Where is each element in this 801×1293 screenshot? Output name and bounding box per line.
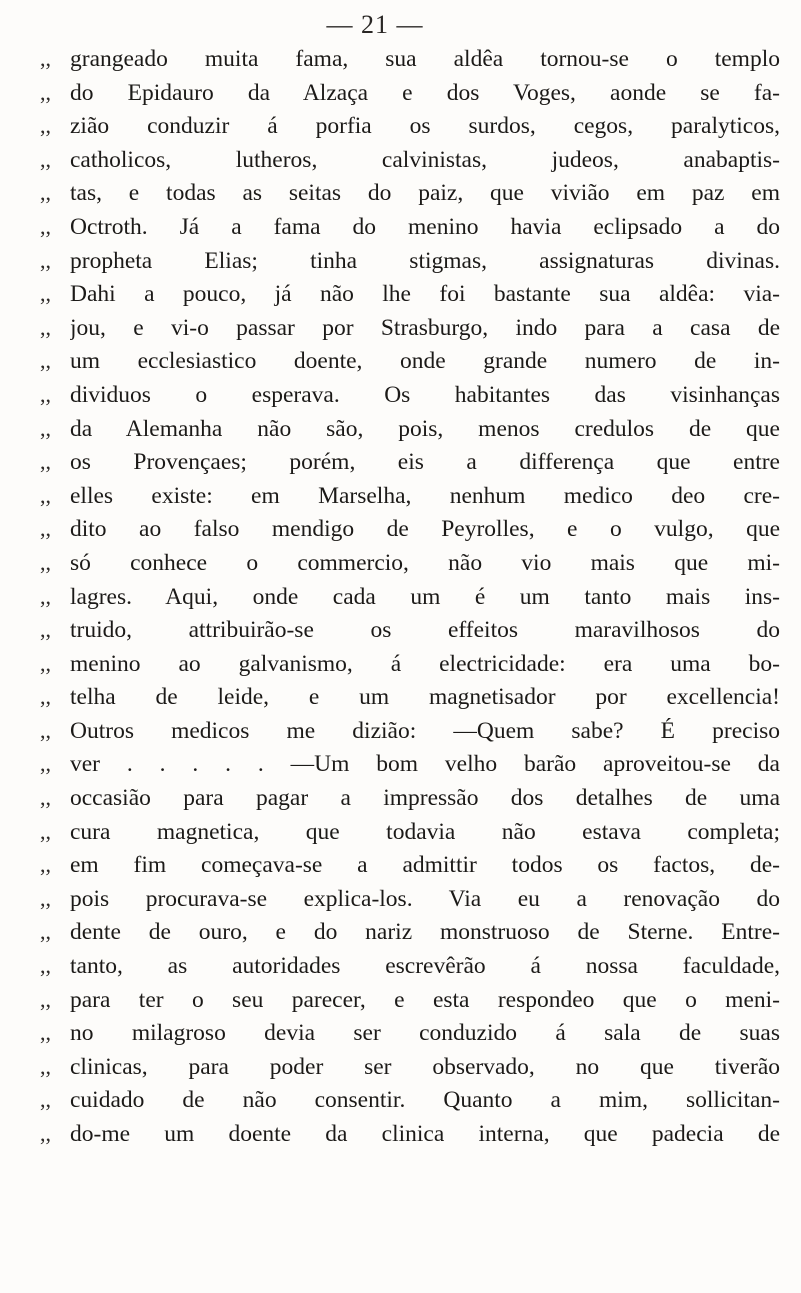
line-text: no milagroso devia ser conduzido á sala de suas (70, 1020, 780, 1047)
text-line (40, 714, 780, 748)
line-text: occasião para pagar a impressão dos detalhes de uma (70, 785, 780, 812)
quotation-mark: ,, (40, 953, 51, 979)
quotation-mark: ,, (40, 381, 51, 407)
line-text: cura magnetica, que todavia não estava completa; (70, 818, 780, 845)
line-text: pois procurava-se explica-los. Via eu a renovação do (70, 885, 780, 912)
text-line (40, 983, 780, 1017)
text-line (40, 949, 780, 983)
quotation-mark: ,, (40, 516, 51, 542)
text-line (40, 546, 780, 580)
line-text: ver . . . . . —Um bom velho barão aproveitou-se da (70, 751, 780, 778)
text-line (40, 747, 780, 781)
quotation-mark: ,, (40, 1121, 51, 1146)
line-text: só conhece o commercio, não vio mais que mi- (70, 549, 780, 576)
quotation-mark: ,, (40, 314, 51, 340)
quotation-mark: ,, (40, 986, 51, 1012)
text-line (40, 143, 780, 177)
line-text: da Alemanha não são, pois, menos credulos de que (70, 415, 780, 442)
line-text: tas, e todas as seitas do paiz, que vivião em paz em (70, 180, 780, 207)
text-line (40, 680, 780, 714)
line-text: elles existe: em Marselha, nenhum medico deo cre- (70, 482, 780, 509)
quotation-mark: ,, (40, 113, 51, 139)
body-text (40, 42, 780, 1151)
text-line (40, 613, 780, 647)
text-line (40, 210, 780, 244)
line-text: dito ao falso mendigo de Peyrolles, e o vulgo, que (70, 516, 780, 543)
quotation-mark: ,, (40, 449, 51, 475)
line-text: tanto, as autoridades escrevêrão á nossa faculdade, (70, 953, 780, 980)
text-line (40, 1050, 780, 1084)
line-text: do Epidauro da Alzaça e dos Voges, aonde se fa- (70, 79, 780, 106)
line-text: para ter o seu parecer, e esta respondeo que o meni- (70, 986, 780, 1013)
quotation-mark: ,, (40, 617, 51, 643)
line-text: truido, attribuirão-se os effeitos maravilhosos do (70, 617, 780, 644)
line-text: zião conduzir á porfia os surdos, cegos, paralyticos, (70, 113, 780, 140)
quotation-mark: ,, (40, 348, 51, 374)
text-line (40, 781, 780, 815)
quotation-mark: ,, (40, 79, 51, 105)
quotation-mark: ,, (40, 650, 51, 676)
text-line (40, 882, 780, 916)
text-line (40, 277, 780, 311)
text-line (40, 815, 780, 849)
quotation-mark: ,, (40, 482, 51, 508)
text-line (40, 445, 780, 479)
text-line (40, 76, 780, 110)
line-text: os Provençaes; porém, eis a differença que entre (70, 449, 780, 476)
text-line (40, 1083, 780, 1117)
quotation-mark: ,, (40, 684, 51, 710)
text-line (40, 580, 780, 614)
text-line (40, 109, 780, 143)
quotation-mark: ,, (40, 247, 51, 273)
line-text: cuidado de não consentir. Quanto a mim, sollicitan- (70, 1087, 780, 1114)
line-text: em fim começava-se a admittir todos os factos, de- (70, 852, 780, 879)
line-text: do-me um doente da clinica interna, que padecia de (70, 1121, 780, 1147)
text-line (40, 378, 780, 412)
text-line (40, 344, 780, 378)
quotation-mark: ,, (40, 213, 51, 239)
quotation-mark: ,, (40, 919, 51, 945)
line-text: lagres. Aqui, onde cada um é um tanto mais ins- (70, 583, 780, 610)
text-line (40, 1016, 780, 1050)
line-text: Octroth. Já a fama do menino havia eclipsado a do (70, 213, 780, 240)
line-text: catholicos, lutheros, calvinistas, judeos, anabaptis- (70, 146, 780, 173)
line-text: propheta Elias; tinha stigmas, assignaturas divinas. (70, 247, 780, 274)
quotation-mark: ,, (40, 717, 51, 743)
quotation-mark: ,, (40, 751, 51, 777)
quotation-mark: ,, (40, 852, 51, 878)
text-line (40, 176, 780, 210)
text-line (40, 479, 780, 513)
line-text: Outros medicos me dizião: —Quem sabe? É preciso (70, 717, 780, 744)
quotation-mark: ,, (40, 818, 51, 844)
text-line (40, 412, 780, 446)
line-text: dividuos o esperava. Os habitantes das visinhanças (70, 381, 780, 408)
text-line (40, 647, 780, 681)
line-text: telha de leide, e um magnetisador por excellencia! (70, 684, 780, 711)
quotation-mark: ,, (40, 1053, 51, 1079)
quotation-mark: ,, (40, 46, 51, 71)
quotation-mark: ,, (40, 885, 51, 911)
line-text: menino ao galvanismo, á electricidade: era uma bo- (70, 650, 780, 677)
text-line (40, 512, 780, 546)
text-line (40, 311, 780, 345)
quotation-mark: ,, (40, 583, 51, 609)
quotation-mark: ,, (40, 281, 51, 307)
text-line (40, 848, 780, 882)
line-text: jou, e vi-o passar por Strasburgo, indo para a casa de (70, 314, 780, 341)
quotation-mark: ,, (40, 180, 51, 206)
text-line (40, 244, 780, 278)
line-text: Dahi a pouco, já não lhe foi bastante sua aldêa: via- (70, 281, 780, 308)
quotation-mark: ,, (40, 549, 51, 575)
line-text: dente de ouro, e do nariz monstruoso de Sterne. Entre- (70, 919, 780, 946)
text-line (40, 42, 780, 76)
text-line (40, 1117, 780, 1151)
line-text: grangeado muita fama, sua aldêa tornou-se o templo (70, 46, 780, 72)
line-text: clinicas, para poder ser observado, no que tiverão (70, 1053, 780, 1080)
page-number: — 21 — (326, 10, 424, 39)
text-line (40, 915, 780, 949)
line-text: um ecclesiastico doente, onde grande numero de in- (70, 348, 780, 375)
quotation-mark: ,, (40, 785, 51, 811)
quotation-mark: ,, (40, 1020, 51, 1046)
quotation-mark: ,, (40, 146, 51, 172)
quotation-mark: ,, (40, 415, 51, 441)
quotation-mark: ,, (40, 1087, 51, 1113)
